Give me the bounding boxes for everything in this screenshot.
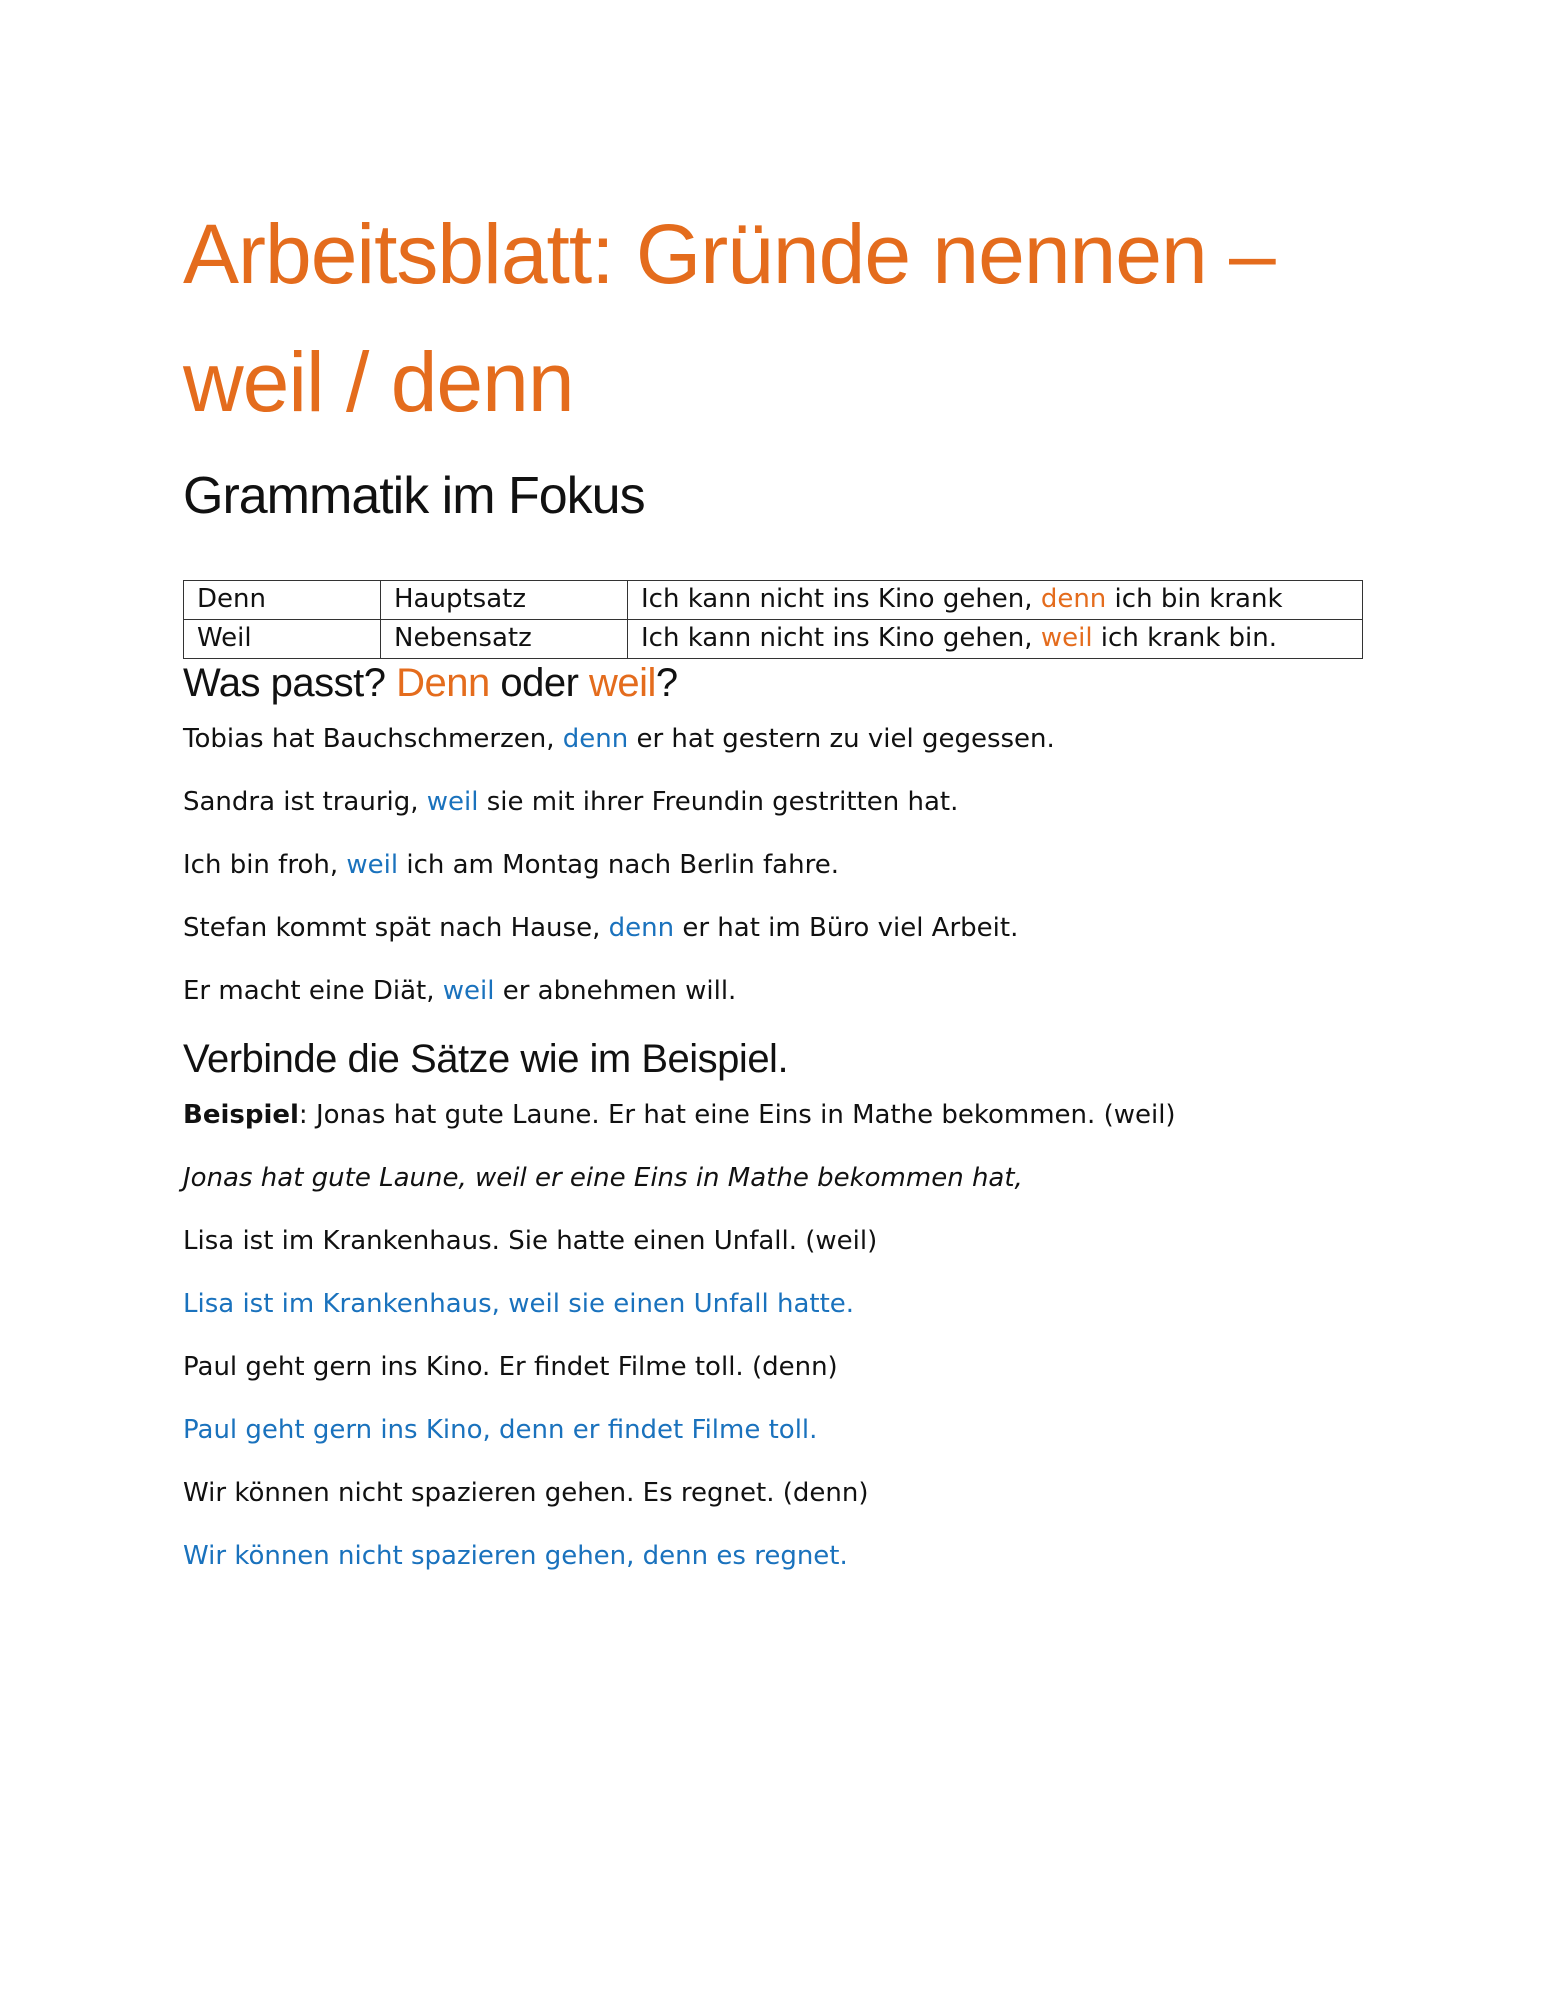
sentence-text: er hat im Büro viel Arbeit. xyxy=(674,913,1019,943)
list-item xyxy=(183,972,1363,1010)
answer-conjunction: weil xyxy=(442,976,495,1006)
example-text: : Jonas hat gute Laune. Er hat eine Eins in Mathe bekommen. (weil) xyxy=(298,1100,1176,1130)
page-subtitle: Grammatik im Fokus xyxy=(183,467,645,525)
conjunction-highlight: weil xyxy=(1040,623,1093,653)
list-item xyxy=(183,720,1363,758)
heading-denn: Denn xyxy=(396,661,490,705)
example-answer: Jonas hat gute Laune, weil er eine Eins in Mathe bekommen hat, xyxy=(183,1163,1023,1193)
task-answer: Paul geht gern ins Kino, denn er findet Filme toll. xyxy=(183,1415,818,1445)
example-prompt xyxy=(183,1096,1363,1134)
task-prompt: Wir können nicht spazieren gehen. Es regnet. (denn) xyxy=(183,1478,869,1508)
sentence-text: er abnehmen will. xyxy=(494,976,737,1006)
section-heading-was-passt xyxy=(183,659,1363,707)
table-cell-type: Hauptsatz xyxy=(381,581,628,620)
worksheet-page xyxy=(183,190,1363,1600)
table-cell-word: Denn xyxy=(184,581,381,620)
sentence-text: Stefan kommt spät nach Hause, xyxy=(183,913,609,943)
table-cell-example xyxy=(628,620,1363,659)
sentence-text: sie mit ihrer Freundin gestritten hat. xyxy=(478,787,959,817)
list-item xyxy=(183,909,1363,947)
sentence-text: Sandra ist traurig, xyxy=(183,787,427,817)
example-text: Ich kann nicht ins Kino gehen, xyxy=(641,623,1041,653)
table-cell-type: Nebensatz xyxy=(381,620,628,659)
list-item xyxy=(183,846,1363,884)
heading-text: Was passt? xyxy=(183,661,397,705)
task-answer: Lisa ist im Krankenhaus, weil sie einen Unfall hatte. xyxy=(183,1289,855,1319)
table-cell-example xyxy=(628,581,1363,620)
heading-text: oder xyxy=(489,661,590,705)
answer-conjunction: weil xyxy=(426,787,479,817)
heading-weil: weil xyxy=(589,661,656,705)
title-line-2: weil / denn xyxy=(183,335,574,429)
sentence-text: Ich bin froh, xyxy=(183,850,347,880)
table-row xyxy=(184,620,1363,659)
sentence-text: ich am Montag nach Berlin fahre. xyxy=(398,850,839,880)
conjunction-highlight: denn xyxy=(1040,584,1107,614)
table-cell-word: Weil xyxy=(184,620,381,659)
example-label: Beispiel xyxy=(183,1100,299,1130)
answer-conjunction: denn xyxy=(608,913,675,943)
table-row xyxy=(184,581,1363,620)
exercise-2-list xyxy=(183,1096,1363,1575)
task-answer: Wir können nicht spazieren gehen, denn es regnet. xyxy=(183,1541,848,1571)
task-prompt: Lisa ist im Krankenhaus. Sie hatte einen Unfall. (weil) xyxy=(183,1226,878,1256)
sentence-text: er hat gestern zu viel gegessen. xyxy=(628,724,1055,754)
grammar-table xyxy=(183,580,1363,659)
answer-conjunction: denn xyxy=(562,724,629,754)
sentence-text: Tobias hat Bauchschmerzen, xyxy=(183,724,563,754)
example-text: Ich kann nicht ins Kino gehen, xyxy=(641,584,1041,614)
exercise-1-list xyxy=(183,720,1363,1010)
heading-text: ? xyxy=(655,661,678,705)
page-title xyxy=(183,190,1363,446)
list-item xyxy=(183,783,1363,821)
section-heading-verbinde: Verbinde die Sätze wie im Beispiel. xyxy=(183,1037,789,1081)
task-prompt: Paul geht gern ins Kino. Er findet Filme toll. (denn) xyxy=(183,1352,838,1382)
title-line-1: Arbeitsblatt: Gründe nennen – xyxy=(183,207,1275,301)
example-text: ich krank bin. xyxy=(1092,623,1278,653)
sentence-text: Er macht eine Diät, xyxy=(183,976,443,1006)
example-text: ich bin krank xyxy=(1106,584,1283,614)
answer-conjunction: weil xyxy=(346,850,399,880)
